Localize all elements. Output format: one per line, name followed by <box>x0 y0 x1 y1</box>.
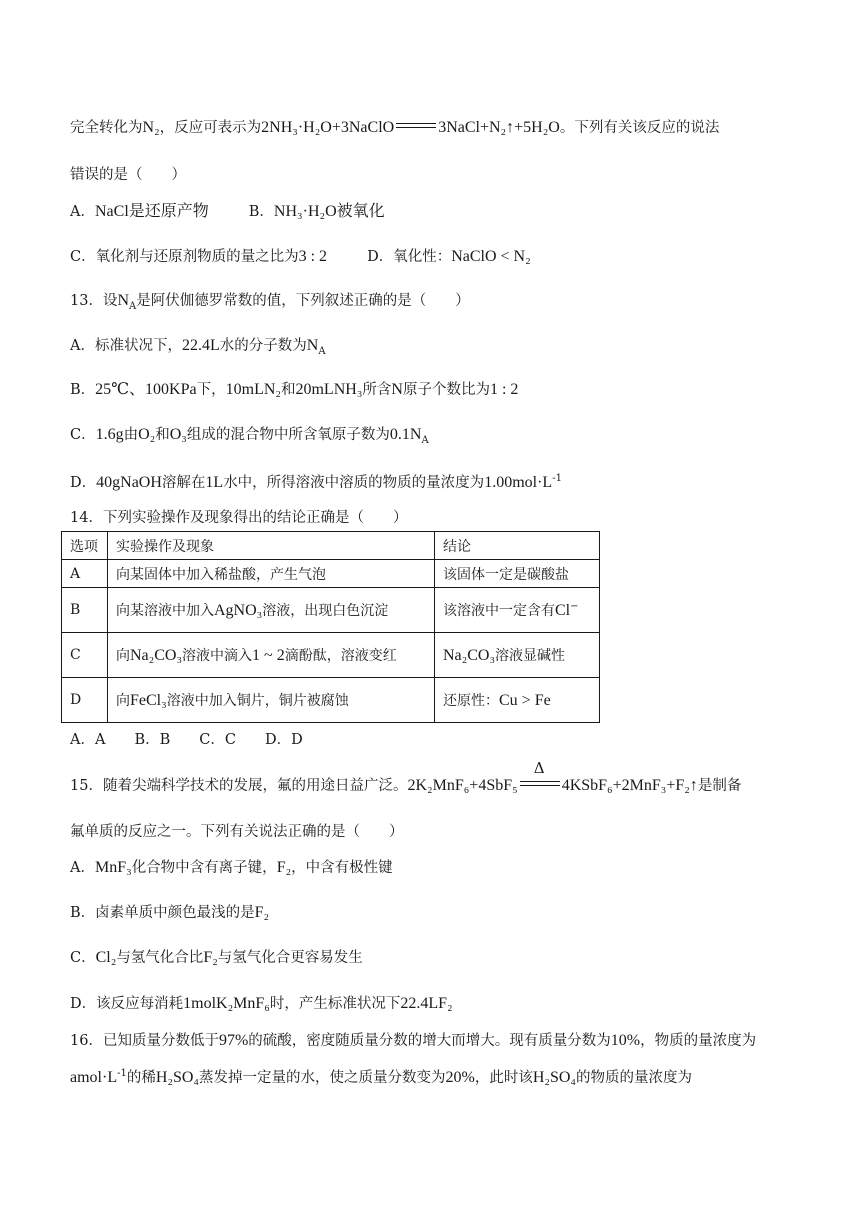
percent: 20% <box>445 1069 475 1086</box>
text: 。下列有关该反应的说法 <box>559 120 720 136</box>
text: 的稀 <box>126 1070 156 1086</box>
mass: 40gNaOH <box>96 474 162 491</box>
range: 1 ~ 2 <box>252 647 285 664</box>
option-d-text: 氧化性： <box>393 249 452 265</box>
exponent: -1 <box>117 1068 127 1079</box>
text: 化合物中含有离子键， <box>131 860 277 876</box>
text: 该溶液中一定含有 <box>443 603 555 619</box>
table-row <box>62 678 600 723</box>
row-operation <box>108 588 435 633</box>
na-subscript: A <box>421 435 429 446</box>
table-row <box>62 588 600 633</box>
q15-stem-line1 <box>70 759 742 796</box>
equation-reactants: 2K₂MnF₆+4SbF₅ <box>407 777 518 794</box>
text: 是制备 <box>697 778 742 794</box>
equals-sign-heat <box>520 759 560 786</box>
concentration: amol·L <box>70 1069 118 1086</box>
row-option: B <box>62 588 108 633</box>
q15-stem-line2: 氟单质的反应之一。下列有关说法正确的是（ ） <box>70 824 404 840</box>
header-conclusion: 结论 <box>435 532 600 560</box>
text: 向某溶液中加入 <box>116 603 214 619</box>
q13-option-c <box>70 425 429 445</box>
header-operation: 实验操作及现象 <box>108 532 435 560</box>
formula: O₂ <box>138 426 156 443</box>
formula: Cu > Fe <box>499 692 551 709</box>
na-symbol: N <box>409 426 422 443</box>
q15-option-c <box>70 948 363 968</box>
value: 0.1 <box>389 426 410 443</box>
text: 滴酚酞，溶液变红 <box>284 648 397 664</box>
percent: 10% <box>610 1032 641 1049</box>
option-c-text: 氧化剂与还原剂物质的量之比为 <box>95 249 299 265</box>
text: 溶解在 <box>161 475 206 491</box>
na-subscript: A <box>129 301 137 312</box>
equation-products: 3NaCl+N₂↑+5H₂O <box>438 119 560 136</box>
text: 和 <box>280 382 296 398</box>
table-row <box>62 633 600 678</box>
row-option: A <box>62 560 108 588</box>
formula: Cl <box>555 602 571 619</box>
experiment-table <box>61 531 600 723</box>
na-symbol: N <box>306 337 319 354</box>
option-b: NH₃·H₂O被氧化 <box>273 203 385 220</box>
percent: 97% <box>218 1032 249 1049</box>
text: 的硫酸，密度随质量分数的增大而增大。现有质量分数为 <box>248 1033 611 1049</box>
text: 向 <box>116 648 130 664</box>
formula: MnF₃ <box>94 859 132 876</box>
q13-option-d <box>70 473 562 493</box>
text: ，反应可表示为 <box>159 120 262 136</box>
formula: N <box>391 381 403 398</box>
text: A． <box>70 860 95 876</box>
q13-option-a <box>70 336 326 356</box>
text: 和 <box>155 427 170 443</box>
option-d-formula: NaClO < N₂ <box>451 248 531 265</box>
text: ，中含有极性键 <box>291 860 393 876</box>
q14-stem: 14．下列实验操作及现象得出的结论正确是（ ） <box>70 510 408 526</box>
q13-stem <box>70 291 470 311</box>
header-option: 选项 <box>62 532 108 560</box>
text: 溶液显碱性 <box>495 648 566 664</box>
q15-option-a <box>70 858 393 878</box>
na-symbol: N <box>117 292 130 309</box>
formula: O₃ <box>169 426 187 443</box>
text: C． <box>70 427 96 443</box>
q12-options-ab <box>70 202 385 222</box>
text: 溶液，出现白色沉淀 <box>262 603 389 619</box>
row-operation <box>108 678 435 723</box>
text: B． <box>70 382 96 398</box>
row-conclusion <box>435 678 600 723</box>
mass: 1.6g <box>95 426 124 443</box>
text: 13．设 <box>70 293 118 309</box>
ratio: 1 : 2 <box>489 381 519 398</box>
table-header-row <box>62 532 600 560</box>
formula: Na₂CO₃ <box>443 647 496 664</box>
equation-reactants: 2NH₃·H₂O+3NaClO <box>261 119 395 136</box>
formula: 10mLN₂ <box>225 381 281 398</box>
text: 15．随着尖端科学技术的发展，氟的用途日益广泛。 <box>70 778 408 794</box>
text: ，此时该 <box>474 1070 533 1086</box>
formula: FeCl₃ <box>130 692 167 709</box>
concentration: 1.00mol·L <box>484 474 553 491</box>
formula: 20mLNH₃ <box>295 381 363 398</box>
option-b-label: B． <box>248 204 274 220</box>
row-conclusion <box>435 588 600 633</box>
equals-sign <box>396 123 436 128</box>
text: 与氢气化合更容易发生 <box>217 950 363 966</box>
q15-option-d <box>70 994 453 1014</box>
q13-option-b <box>70 380 518 400</box>
text: 的物质的量浓度为 <box>576 1070 693 1086</box>
row-option: C <box>62 633 108 678</box>
row-conclusion: 该固体一定是碳酸盐 <box>435 560 600 588</box>
q15-option-b <box>70 903 269 923</box>
text: D． <box>70 475 97 491</box>
text: 完全转化为 <box>70 120 143 136</box>
formula-n2: N₂ <box>142 119 160 136</box>
text: ，物质的量浓度为 <box>640 1033 757 1049</box>
text: 蒸发掉一定量的水，使之质量分数变为 <box>199 1070 446 1086</box>
text: 溶液中加入铜片，铜片被腐蚀 <box>166 693 349 709</box>
formula: 22.4LF₂ <box>400 995 453 1012</box>
text: 所含 <box>362 382 392 398</box>
text: 16．已知质量分数低于 <box>70 1033 219 1049</box>
row-option: D <box>62 678 108 723</box>
volume: 22.4L <box>181 337 220 354</box>
equation-products: 4KSbF₆+2MnF₃+F₂↑ <box>561 777 698 794</box>
formula: AgNO₃ <box>214 602 263 619</box>
row-operation: 向某固体中加入稀盐酸，产生气泡 <box>108 560 435 588</box>
q12-stem-line1 <box>70 118 719 138</box>
option-a: NaCl是还原产物 <box>94 203 209 220</box>
heat-symbol: Δ <box>533 759 545 777</box>
text: 水的分子数为 <box>219 338 307 354</box>
q12-options-cd <box>70 247 531 267</box>
q14-answers: A．A B．B C．C D．D <box>70 732 303 748</box>
formula: Na₂CO₃ <box>130 647 183 664</box>
text: A．标准状况下， <box>70 338 182 354</box>
text: 还原性： <box>443 693 499 709</box>
text: 由 <box>123 427 139 443</box>
q16-stem-line1 <box>70 1031 756 1051</box>
formula: F₂ <box>203 949 218 966</box>
text: 向 <box>116 693 130 709</box>
text: 是阿伏伽德罗常数的值，下列叙述正确的是（ ） <box>136 293 470 309</box>
volume: 1L <box>205 474 224 491</box>
text: C． <box>70 950 96 966</box>
q16-stem-line2 <box>70 1068 692 1088</box>
charge: − <box>570 601 579 612</box>
exponent: -1 <box>552 473 562 484</box>
text: D．该反应每消耗 <box>70 996 184 1012</box>
na-subscript: A <box>318 346 326 357</box>
option-a-label: A． <box>70 204 95 220</box>
q12-stem-line2: 错误的是（ ） <box>70 167 186 183</box>
text: 时，产生标准状况下 <box>269 996 401 1012</box>
text: 与氢气化合比 <box>116 950 204 966</box>
formula: H₂SO₄ <box>155 1069 200 1086</box>
condition: 25℃、100KPa <box>95 381 197 398</box>
text: 水中，所得溶液中溶质的物质的量浓度为 <box>223 475 485 491</box>
formula: F₂ <box>254 904 270 921</box>
text: 溶液中滴入 <box>182 648 253 664</box>
text: B．卤素单质中颜色最浅的是 <box>70 905 255 921</box>
option-c-label: C． <box>70 249 96 265</box>
table-row <box>62 560 600 588</box>
formula: 1molK₂MnF₆ <box>183 995 270 1012</box>
formula: H₂SO₄ <box>532 1069 577 1086</box>
text: 组成的混合物中所含氧原子数为 <box>186 427 390 443</box>
row-operation <box>108 633 435 678</box>
formula: Cl₂ <box>95 949 117 966</box>
row-conclusion <box>435 633 600 678</box>
option-d-label: D． <box>367 249 394 265</box>
text: 下， <box>196 382 226 398</box>
formula: F₂ <box>276 859 292 876</box>
text: 原子个数比为 <box>402 382 490 398</box>
option-c-ratio: 3 : 2 <box>298 248 328 265</box>
